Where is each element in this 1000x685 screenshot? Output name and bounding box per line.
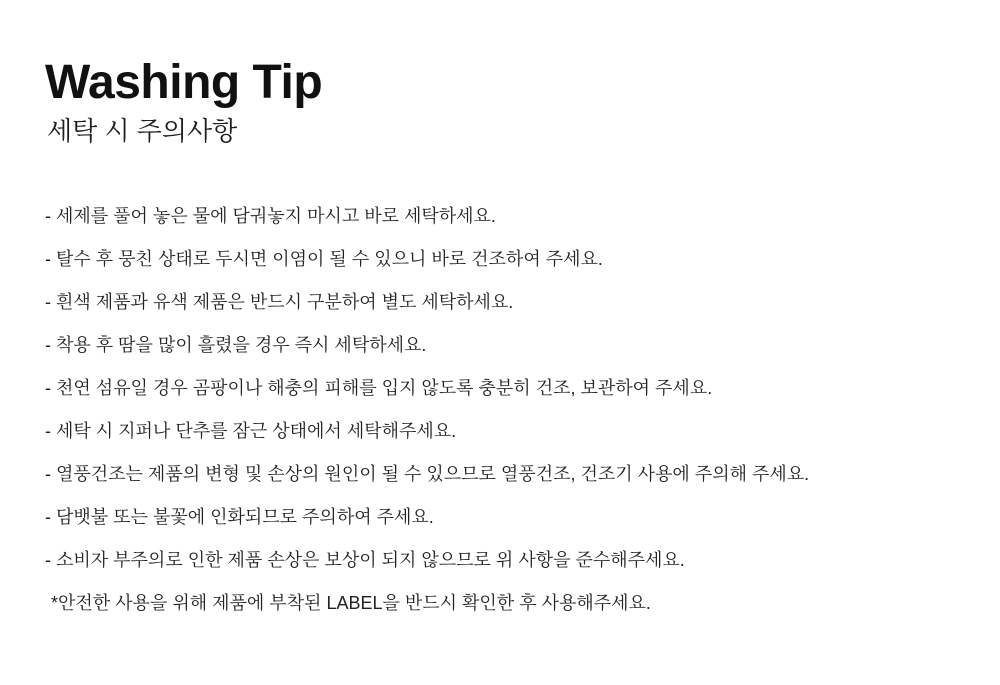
page-title: Washing Tip [45,56,323,109]
tip-item-9: - 소비자 부주의로 인한 제품 손상은 보상이 되지 않으므로 위 사항을 준수해주세요. [45,550,685,570]
washing-tips-list [45,195,980,625]
tip-item-6: - 세탁 시 지퍼나 단추를 잠근 상태에서 세탁해주세요. [45,421,457,441]
tip-item-7: - 열풍건조는 제품의 변형 및 손상의 원인이 될 수 있으므로 열풍건조, 건조기 사용에 주의해 주세요. [45,464,810,484]
tip-note: *안전한 사용을 위해 제품에 부착된 LABEL을 반드시 확인한 후 사용해주세요. [51,593,651,613]
tip-item-4: - 착용 후 땀을 많이 흘렸을 경우 즉시 세탁하세요. [45,335,427,355]
page-subtitle: 세탁 시 주의사항 [47,116,238,146]
page-header [45,55,980,147]
tip-item-3: - 흰색 제품과 유색 제품은 반드시 구분하여 별도 세탁하세요. [45,292,514,312]
tip-item-5: - 천연 섬유일 경우 곰팡이나 해충의 피해를 입지 않도록 충분히 건조, 보관하여 주세요. [45,378,713,398]
tip-item-8: - 담뱃불 또는 불꽃에 인화되므로 주의하여 주세요. [45,507,434,527]
tip-item-1: - 세제를 풀어 놓은 물에 담궈놓지 마시고 바로 세탁하세요. [45,206,496,226]
tip-item-2: - 탈수 후 뭉친 상태로 두시면 이염이 될 수 있으니 바로 건조하여 주세요. [45,249,603,269]
